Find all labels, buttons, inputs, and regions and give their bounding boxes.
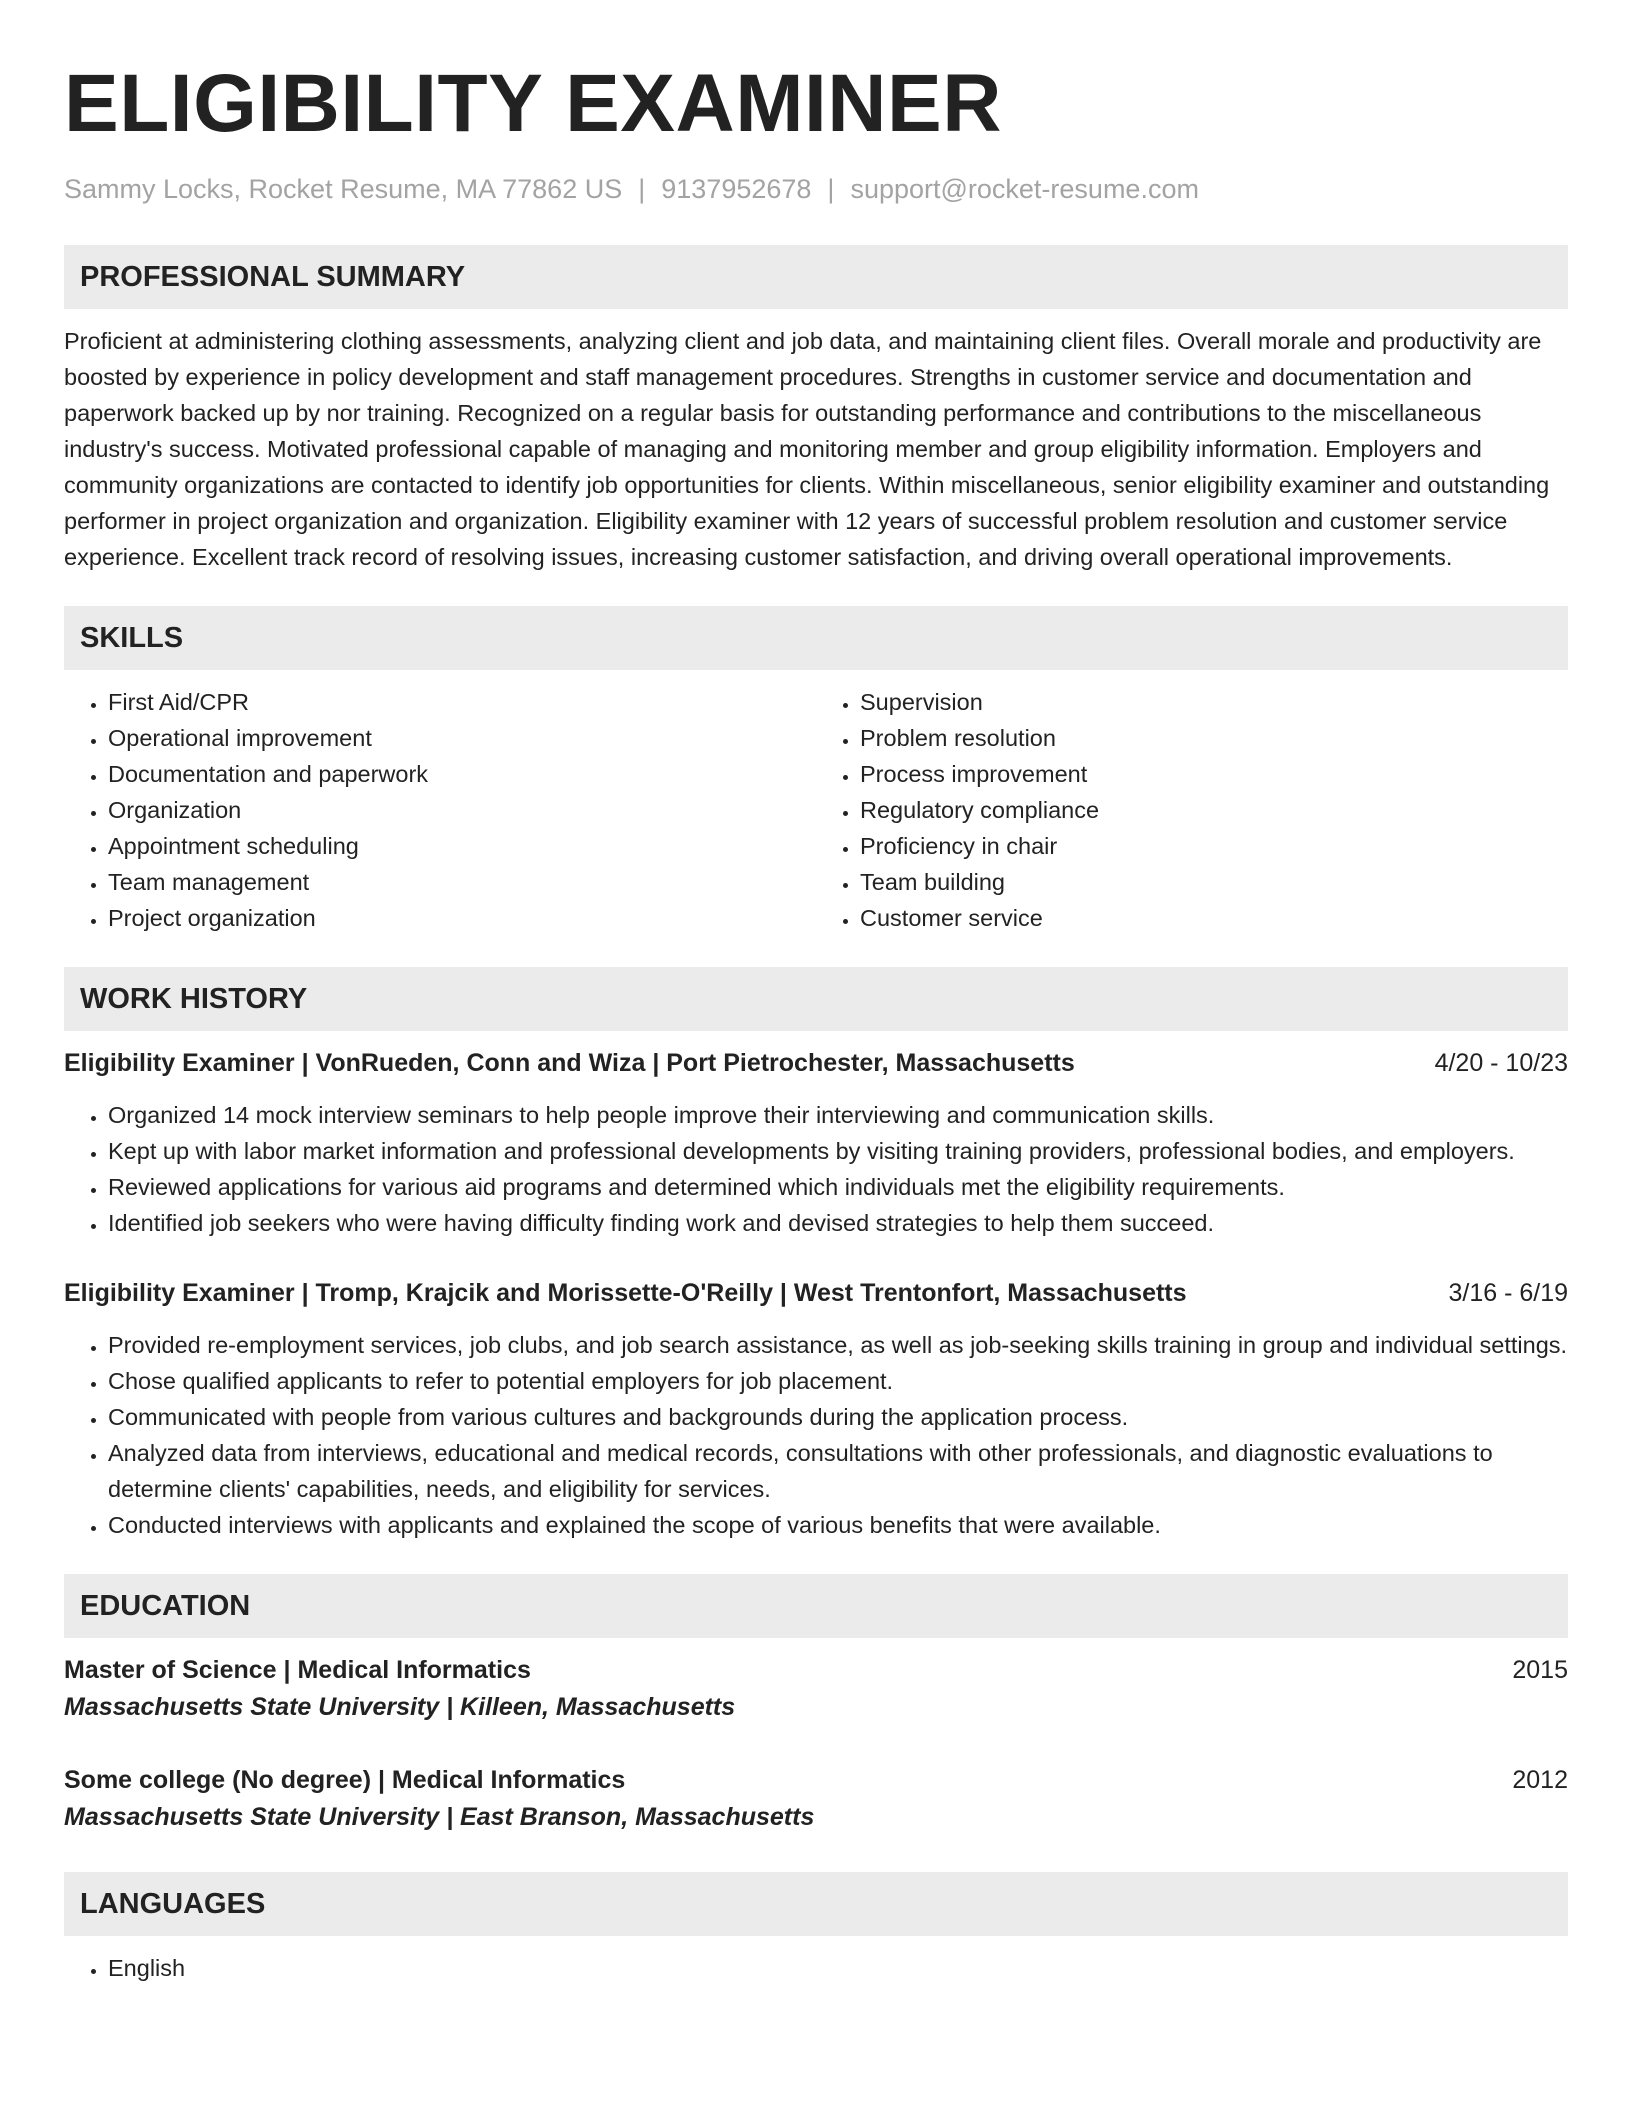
work-section	[64, 967, 1568, 1543]
skill-item: • Process improvement	[860, 756, 1568, 792]
job-dates: 4/20 - 10/23	[1434, 1049, 1568, 1077]
job-bullet: • Reviewed applications for various aid programs and determined which individuals met the eligibility requirements.	[108, 1169, 1568, 1205]
job-header	[64, 1045, 1568, 1081]
skill-item: • Team management	[108, 864, 816, 900]
skill-item: • Customer service	[860, 900, 1568, 936]
job-bullet: • Conducted interviews with applicants and explained the scope of various benefits that were available.	[108, 1507, 1568, 1543]
job-bullet: • Communicated with people from various cultures and backgrounds during the application process.	[108, 1399, 1568, 1435]
skills-section	[64, 606, 1568, 936]
skills-list-right	[816, 684, 1568, 936]
work-heading: WORK HISTORY	[64, 967, 1568, 1031]
education-header	[64, 1762, 1568, 1798]
education-year: 2015	[1512, 1656, 1568, 1684]
education-year: 2012	[1512, 1766, 1568, 1794]
summary-text: Proficient at administering clothing assessments, analyzing client and job data, and maintaining client files. Overall morale and productivity are boosted by experience in policy development and staff management procedures. Strengths in customer service and documentation and paperwork backed up by nor training. Recognized on a regular basis for outstanding performance and contributions to the miscellaneous industry's success. Motivated professional capable of managing and monitoring member and group eligibility information. Employers and community organizations are contacted to identify job opportunities for clients. Within miscellaneous, senior eligibility examiner and outstanding performer in project organization and organization. Eligibility examiner with 12 years of successful problem resolution and customer service experience. Excellent track record of resolving issues, increasing customer satisfaction, and driving overall operational improvements.	[64, 328, 1550, 570]
skill-item: • Proficiency in chair	[860, 828, 1568, 864]
education-degree: Some college (No degree) | Medical Informatics	[64, 1766, 626, 1794]
skill-item: • Organization	[108, 792, 816, 828]
skill-item: • First Aid/CPR	[108, 684, 816, 720]
job-header	[64, 1275, 1568, 1311]
education-degree: Master of Science | Medical Informatics	[64, 1656, 531, 1684]
job-title: Eligibility Examiner | Tromp, Krajcik and Morissette-O'Reilly | West Trentonfort, Massachusetts	[64, 1279, 1187, 1307]
summary-section	[64, 245, 1568, 575]
languages-list	[64, 1950, 1568, 1986]
job-bullet: • Provided re-employment services, job clubs, and job search assistance, as well as job-seeking skills training in group and individual settings.	[108, 1327, 1568, 1363]
summary-heading: PROFESSIONAL SUMMARY	[64, 245, 1568, 309]
skill-item: • Documentation and paperwork	[108, 756, 816, 792]
resume-page	[64, 56, 1568, 1986]
job-bullet: • Chose qualified applicants to refer to potential employers for job placement.	[108, 1363, 1568, 1399]
education-school: Massachusetts State University | Killeen, Massachusetts	[64, 1693, 736, 1721]
contact-line	[64, 172, 1568, 206]
contact-address: Sammy Locks, Rocket Resume, MA 77862 US	[64, 174, 623, 204]
languages-heading: LANGUAGES	[64, 1872, 1568, 1936]
job-bullet: • Kept up with labor market information and professional developments by visiting training providers, professional bodies, and employers.	[108, 1133, 1568, 1169]
contact-email: support@rocket-resume.com	[850, 174, 1199, 204]
skills-grid	[64, 684, 1568, 936]
skills-list-left	[64, 684, 816, 936]
job-bullets	[64, 1097, 1568, 1241]
contact-separator: |	[638, 174, 646, 204]
job-bullet: • Identified job seekers who were having difficulty finding work and devised strategies to help them succeed.	[108, 1205, 1568, 1241]
contact-separator: |	[827, 174, 835, 204]
job-bullet: • Organized 14 mock interview seminars to help people improve their interviewing and communication skills.	[108, 1097, 1568, 1133]
contact-phone: 9137952678	[661, 174, 812, 204]
job-entry	[64, 1275, 1568, 1543]
language-item: • English	[108, 1950, 1568, 1986]
resume-title: ELIGIBILITY EXAMINER	[64, 58, 1002, 149]
skill-item: • Team building	[860, 864, 1568, 900]
job-bullets	[64, 1327, 1568, 1543]
education-heading: EDUCATION	[64, 1574, 1568, 1638]
skill-item: • Project organization	[108, 900, 816, 936]
education-school: Massachusetts State University | East Branson, Massachusetts	[64, 1803, 815, 1831]
skill-item: • Supervision	[860, 684, 1568, 720]
skill-item: • Appointment scheduling	[108, 828, 816, 864]
job-title: Eligibility Examiner | VonRueden, Conn and Wiza | Port Pietrochester, Massachusetts	[64, 1049, 1075, 1077]
job-entry	[64, 1045, 1568, 1241]
job-dates: 3/16 - 6/19	[1448, 1279, 1568, 1307]
skill-item: • Regulatory compliance	[860, 792, 1568, 828]
languages-section	[64, 1872, 1568, 1986]
skills-heading: SKILLS	[64, 606, 1568, 670]
education-section	[64, 1574, 1568, 1836]
job-bullet: • Analyzed data from interviews, educational and medical records, consultations with other professionals, and diagnostic evaluations to determine clients' capabilities, needs, and eligibility for services.	[108, 1435, 1568, 1507]
education-entry	[64, 1762, 1568, 1836]
skill-item: • Operational improvement	[108, 720, 816, 756]
education-header	[64, 1652, 1568, 1688]
education-entry	[64, 1652, 1568, 1726]
skill-item: • Problem resolution	[860, 720, 1568, 756]
